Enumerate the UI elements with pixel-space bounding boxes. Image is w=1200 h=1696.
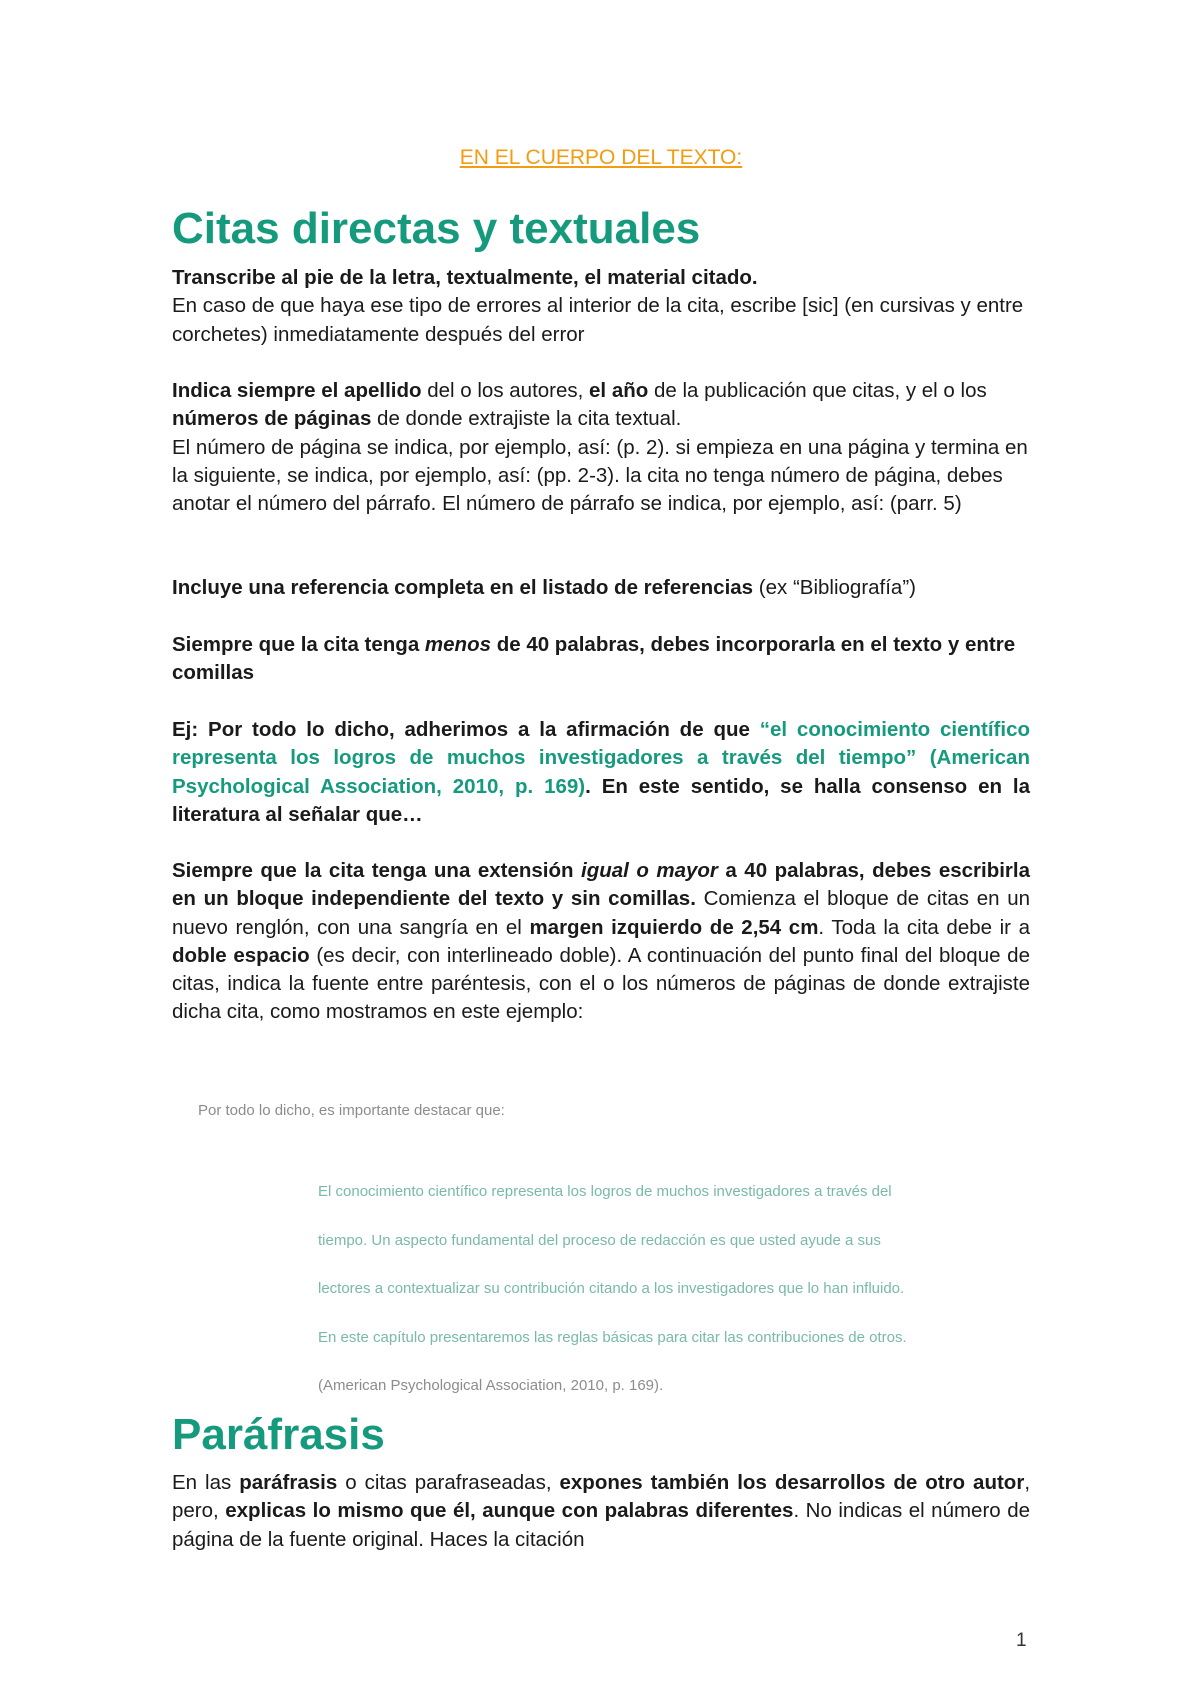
- menos-italic: menos: [424, 633, 491, 656]
- margen-bold: margen izquierdo de 2,54 cm: [529, 915, 819, 939]
- numero-pagina-text: El número de página se indica, por ejemplo, así: (p. 2). si empieza en una página y termina en la siguiente, se indica, por ejemplo, así: (pp. 2-3). la cita no tenga número de página, debes anotar el número del párrafo. El número de párrafo se indica, por ejemplo, así: (parr. 5): [172, 435, 1028, 516]
- menos-text-2: de 40 palabras, debes incorporarla en el texto y entre comillas: [172, 633, 1016, 685]
- example-paragraph: [172, 716, 1030, 829]
- mayor-text-5: (es decir, con interlineado doble). A continuación del punto final del bloque de citas, indica la fuente entre paréntesis, con el o los números de páginas de donde extrajiste dicha cita, como mostramos en este ejemplo:: [172, 943, 1030, 1024]
- section-heading: EN EL CUERPO DEL TEXTO:: [459, 146, 743, 169]
- example-text-2: . En este sentido, se halla consenso en la literatura al señalar que…: [172, 774, 1030, 826]
- sample-intro: Por todo lo dicho, es importante destacar que:: [198, 1102, 505, 1119]
- sic-text: En caso de que haya ese tipo de errores al interior de la cita, escribe [sic] (en cursivas y entre corchetes) inmediatamente después del error: [172, 294, 1024, 346]
- parafrasis-text-3: , pero,: [172, 1471, 1031, 1523]
- transcribe-paragraph: [172, 264, 1030, 349]
- block-quote-line: En este capítulo presentaremos las reglas básicas para citar las contribuciones de otros.: [318, 1328, 907, 1346]
- indica-text-2: de la publicación que citas, y el o los: [648, 379, 987, 402]
- mayor-text-3: Comienza el bloque de citas en un nuevo renglón, con una sangría en el: [172, 887, 1030, 939]
- incluye-paragraph: [172, 574, 1030, 602]
- menos-text-1: Siempre que la cita tenga: [172, 633, 425, 656]
- parafrasis-text-2: o citas parafraseadas,: [337, 1471, 560, 1494]
- indica-text-3: de donde extrajiste la cita textual.: [371, 407, 682, 431]
- mayor-text-1: Siempre que la cita tenga una extensión: [172, 859, 582, 882]
- menos-40-paragraph: [172, 631, 1030, 688]
- block-quote-line: lectores a contextualizar su contribución citando a los investigadores que lo han influido.: [318, 1280, 905, 1297]
- incluye-bold: Incluye una referencia completa en el listado de referencias: [172, 576, 754, 599]
- indica-paragraph: [172, 377, 1030, 518]
- indica-paginas-bold: números de páginas: [172, 407, 372, 431]
- parafrasis-text-4: . No indicas el número de página de la fuente original. Haces la citación: [172, 1499, 1031, 1551]
- indica-anio-bold: el año: [589, 379, 649, 402]
- doble-espacio-bold: doble espacio: [172, 943, 310, 967]
- citas-directas-title: Citas directas y textuales: [172, 204, 701, 253]
- block-quote-line: El conocimiento científico representa los logros de muchos investigadores a través del: [318, 1183, 892, 1200]
- mayor-40-paragraph: [172, 857, 1030, 1027]
- indica-text-1: del o los autores,: [421, 379, 590, 402]
- block-quote-citation: (American Psychological Association, 2010, p. 169).: [318, 1377, 664, 1394]
- mayor-italic: igual o mayor: [581, 859, 718, 882]
- example-text-1: Ej: Por todo lo dicho, adherimos a la afirmación de que: [172, 718, 760, 741]
- indica-apellido-bold: Indica siempre el apellido: [172, 379, 422, 402]
- page-number: 1: [1016, 1630, 1027, 1651]
- parafrasis-title: Paráfrasis: [172, 1410, 385, 1459]
- parafrasis-bold-1: paráfrasis: [239, 1471, 338, 1494]
- parafrasis-paragraph: [172, 1469, 1030, 1554]
- transcribe-bold: Transcribe al pie de la letra, textualmente, el material citado.: [172, 266, 758, 289]
- parafrasis-bold-2: expones también los desarrollos de otro autor: [559, 1471, 1025, 1494]
- block-quote-example: [318, 1182, 1008, 1425]
- example-quote: “el conocimiento científico representa los logros de muchos investigadores a través del tiempo” (American Psychological Association, 2010, p. 169): [172, 718, 1030, 798]
- parafrasis-text-1: En las: [172, 1471, 240, 1494]
- parafrasis-bold-3: explicas lo mismo que él, aunque con palabras diferentes: [225, 1499, 794, 1523]
- block-quote-line: tiempo. Un aspecto fundamental del proceso de redacción es que usted ayude a sus: [318, 1231, 881, 1249]
- mayor-text-2: a 40 palabras, debes escribirla en un bloque independiente del texto y sin comillas.: [172, 859, 1031, 911]
- mayor-text-4: . Toda la cita debe ir a: [818, 915, 1030, 939]
- incluye-text: (ex “Bibliografía”): [753, 576, 916, 599]
